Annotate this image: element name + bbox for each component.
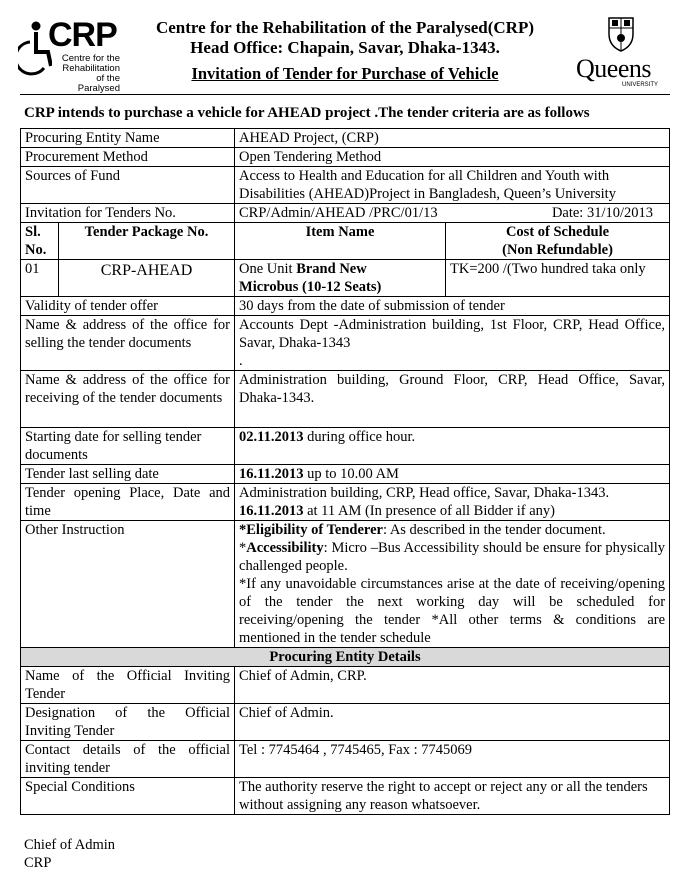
table-row (21, 741, 670, 778)
tender-table (20, 128, 670, 815)
package-header: Tender Package No. (59, 223, 235, 260)
document-header (130, 18, 560, 84)
signature-title: Chief of Admin (24, 837, 116, 853)
signature-org: CRP (24, 855, 52, 871)
document-title: Invitation of Tender for Purchase of Vehicle (191, 64, 499, 83)
row-value: Administration building, Ground Floor, CRP, Head Office, Savar, Dhaka-1343. (235, 371, 670, 428)
row-value: *Eligibility of Tenderer: As described in the tender document. *Accessibility: Micro –Bus Accessibility should be ensure for physically challenged people. *If any unavoidable circumstances arise at the date of receiving/opening of the tender the next working day will be scheduled for receiving/opening the tender *All other terms & conditions are mentioned in the tender schedule (235, 521, 670, 648)
sl-header: Sl. No. (21, 223, 59, 260)
item-value: One Unit Brand New Microbus (10-12 Seats) (235, 260, 446, 297)
row-label: Sources of Fund (21, 167, 235, 204)
table-row (21, 148, 670, 167)
row-value: Chief of Admin. (235, 704, 670, 741)
section-title: Procuring Entity Details (21, 648, 670, 667)
queens-logo (572, 14, 672, 90)
crest-icon (606, 14, 636, 52)
row-label: Tender last selling date (21, 465, 235, 484)
table-row (21, 778, 670, 815)
table-row (21, 297, 670, 316)
row-value: 02.11.2013 during office hour. (235, 428, 670, 465)
wheelchair-icon (18, 20, 52, 84)
row-value: Access to Health and Education for all Children and Youth with Disabilities (AHEAD)Project in Bangladesh, Queen’s University (235, 167, 670, 204)
row-value: AHEAD Project, (CRP) (235, 129, 670, 148)
row-label: Procurement Method (21, 148, 235, 167)
row-label: Other Instruction (21, 521, 235, 648)
sl-value: 01 (21, 260, 59, 297)
intro-text: CRP intends to purchase a vehicle for AHEAD project .The tender criteria are as follows (24, 105, 590, 121)
package-header-row (21, 223, 670, 260)
row-value: Accounts Dept -Administration building, 1st Floor, CRP, Head Office, Savar, Dhaka-1343 . (235, 316, 670, 371)
row-value (235, 204, 670, 223)
header-divider (20, 94, 670, 95)
item-header: Item Name (235, 223, 446, 260)
crp-logo-subtitle: Centre for the Rehabilitation of the Paralysed (61, 53, 120, 94)
table-row (21, 465, 670, 484)
table-row (21, 371, 670, 428)
row-value: 16.11.2013 up to 10.00 AM (235, 465, 670, 484)
package-row (21, 260, 670, 297)
invitation-number: CRP/Admin/AHEAD /PRC/01/13 (239, 205, 438, 221)
table-row (21, 428, 670, 465)
row-label: Invitation for Tenders No. (21, 204, 235, 223)
signature-block (24, 836, 115, 872)
queens-logo-text: Queens (576, 54, 651, 83)
row-label: Tender opening Place, Date and time (21, 484, 235, 521)
cost-value: TK=200 /(Two hundred taka only (446, 260, 670, 297)
row-value: Open Tendering Method (235, 148, 670, 167)
row-label: Starting date for selling tender documents (21, 428, 235, 465)
package-value: CRP-AHEAD (59, 260, 235, 297)
row-label: Procuring Entity Name (21, 129, 235, 148)
table-row (21, 521, 670, 648)
crp-logo (18, 14, 128, 94)
table-row (21, 316, 670, 371)
cost-header: Cost of Schedule (Non Refundable) (446, 223, 670, 260)
table-row (21, 129, 670, 148)
table-row (21, 704, 670, 741)
table-row (21, 204, 670, 223)
section-row (21, 648, 670, 667)
crp-logo-text: CRP (48, 16, 117, 54)
row-label: Designation of the Official Inviting Tender (21, 704, 235, 741)
table-row (21, 484, 670, 521)
row-label: Name & address of the office for selling the tender documents (21, 316, 235, 371)
table-row (21, 167, 670, 204)
row-value: 30 days from the date of submission of tender (235, 297, 670, 316)
queens-logo-subtitle: UNIVERSITY (622, 82, 659, 88)
row-value: Tel : 7745464 , 7745465, Fax : 7745069 (235, 741, 670, 778)
row-label: Contact details of the official inviting tender (21, 741, 235, 778)
row-label: Special Conditions (21, 778, 235, 815)
row-value: Administration building, CRP, Head office, Savar, Dhaka-1343. 16.11.2013 at 11 AM (In presence of all Bidder if any) (235, 484, 670, 521)
row-label: Name & address of the office for receiving of the tender documents (21, 371, 235, 428)
row-label: Name of the Official Inviting Tender (21, 667, 235, 704)
row-label: Validity of tender offer (21, 297, 235, 316)
invitation-date: Date: 31/10/2013 (551, 205, 654, 221)
row-value: Chief of Admin, CRP. (235, 667, 670, 704)
table-row (21, 667, 670, 704)
org-name: Centre for the Rehabilitation of the Paralysed(CRP) (155, 18, 535, 37)
org-address: Head Office: Chapain, Savar, Dhaka-1343. (190, 38, 500, 57)
row-value: The authority reserve the right to accept or reject any or all the tenders without assigning any reason whatsoever. (235, 778, 670, 815)
